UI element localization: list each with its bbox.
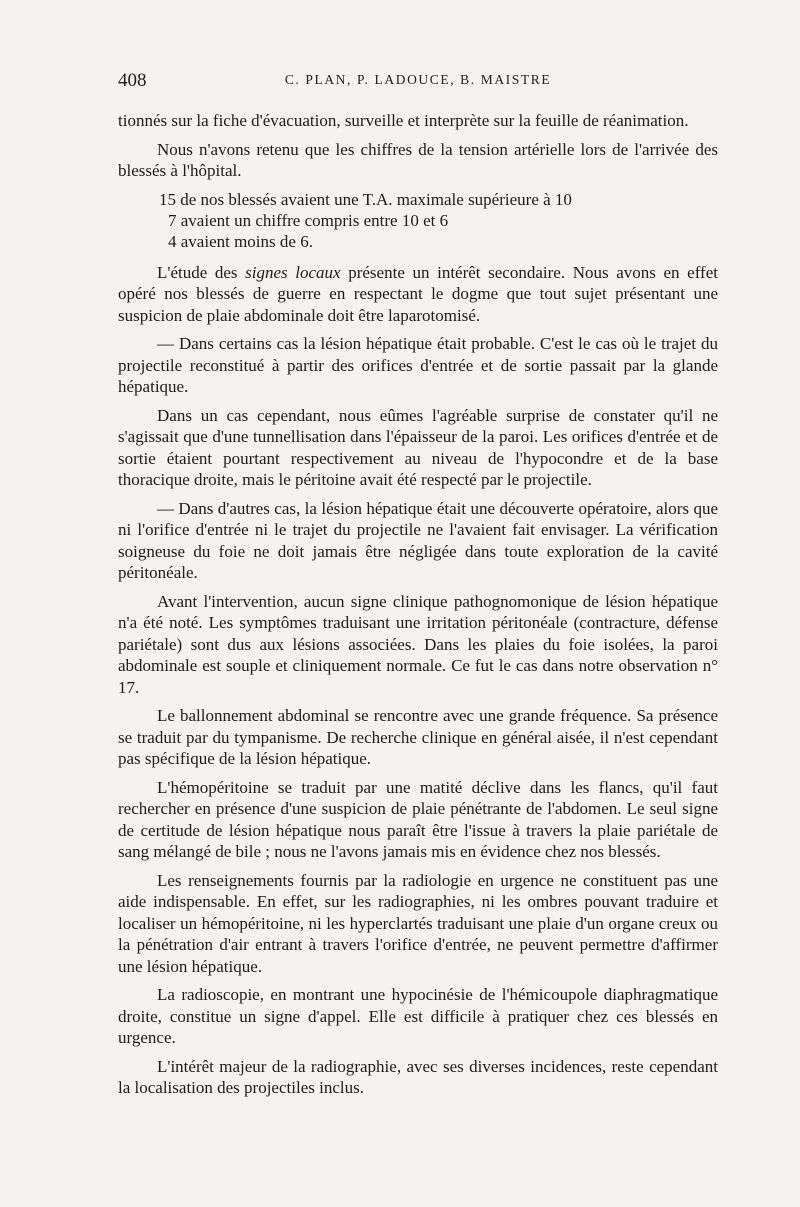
list-item: 4 avaient moins de 6. xyxy=(168,231,313,251)
text-run: présente un intérêt secondaire. Nous avons en effet opéré nos blessés de guerre en respectant le dogme que tout sujet présentant une suspicion de plaie abdominale doit être laparotomisé. xyxy=(118,262,718,325)
paragraph-radioscopie: La radioscopie, en montrant une hypocinésie de l'hémicoupole diaphragmatique droite, constitue un signe d'appel. Elle est difficile à pratiquer chez ces blessés en urgence. xyxy=(118,985,718,1047)
italic-term: signes locaux xyxy=(245,262,341,282)
paragraph-radiologie: Les renseignements fournis par la radiologie en urgence ne constituent pas une aide indispensable. En effet, sur les radiographies, ni les ombres pouvant traduire et localiser un hémopéritoine, ni les hyperclartés traduisant une plaie d'un organe creux ou la pénétration d'air entrant à travers l'orifice d'entrée, ne peuvent permettre d'affirmer une lésion hépatique. xyxy=(118,870,718,976)
list-item: 7 avaient un chiffre compris entre 10 et 6 xyxy=(168,210,449,230)
page-number: 408 xyxy=(118,70,147,91)
paragraph-intervention: Avant l'intervention, aucun signe clinique pathognomonique de lésion hépatique n'a été noté. Les symptômes traduisant une irritation péritonéale (contracture, défense pariétale) sont dus aux lésions associées. Dans les plaies du foie isolées, la paroi abdominale est souple et cliniquement normale. Ce fut le cas dans notre observation n° 17. xyxy=(118,591,718,697)
paragraph-tension-arterielle: Nous n'avons retenu que les chiffres de la tension artérielle lors de l'arrivée des blessés à l'hôpital. xyxy=(118,139,718,180)
running-head-authors: C. PLAN, P. LADOUCE, B. MAISTRE xyxy=(284,72,552,87)
paragraph-continued: tionnés sur la fiche d'évacuation, surveille et interprète sur la feuille de réanimation. xyxy=(118,111,689,130)
paragraph-signes-locaux xyxy=(118,262,718,327)
paragraph-lesion-probable: — Dans certains cas la lésion hépatique était probable. C'est le cas où le trajet du projectile reconstitué à partir des orifices d'entrée et de sortie passait par la glande hépatique. xyxy=(118,334,718,396)
paragraph-ballonnement: Le ballonnement abdominal se rencontre avec une grande fréquence. Sa présence se traduit par du tympanisme. De recherche clinique en général aisée, il n'est cependant pas spécifique de la lésion hépatique. xyxy=(118,706,718,768)
paragraph-radiographie: L'intérêt majeur de la radiographie, avec ses diverses incidences, reste cependant la localisation des projectiles inclus. xyxy=(118,1056,718,1097)
paragraph-hemoperitoine: L'hémopéritoine se traduit par une matité déclive dans les flancs, qu'il faut rechercher en présence d'une suspicion de plaie pénétrante de l'abdomen. Le seul signe de certitude de lésion hépatique nous paraît être l'issue à travers la plaie pariétale de sang mélangé de bile ; nous ne l'avons jamais mis en évidence chez nos blessés. xyxy=(118,777,718,861)
list-item: 15 de nos blessés avaient une T.A. maximale supérieure à 10 xyxy=(159,189,572,209)
paragraph-tunnellisation: Dans un cas cependant, nous eûmes l'agréable surprise de constater qu'il ne s'agissait que d'une tunnellisation dans l'épaisseur de la paroi. Les orifices d'entrée et de sortie étaient pourtant respectivement au niveau de l'hypocondre et de la base thoracique droite, mais le péritoine avait été respecté par le projectile. xyxy=(118,405,718,489)
blood-pressure-list xyxy=(159,189,718,252)
running-header xyxy=(118,70,718,96)
paragraph-decouverte-operatoire: — Dans d'autres cas, la lésion hépatique était une découverte opératoire, alors que ni l'orifice d'entrée ni le trajet du projectile ne l'avaient fait envisager. La vérification soigneuse du foie ne doit jamais être négligée dans toute exploration de la cavité péritonéale. xyxy=(118,498,718,582)
body-text xyxy=(118,110,718,1106)
text-run: L'étude des xyxy=(157,262,246,282)
